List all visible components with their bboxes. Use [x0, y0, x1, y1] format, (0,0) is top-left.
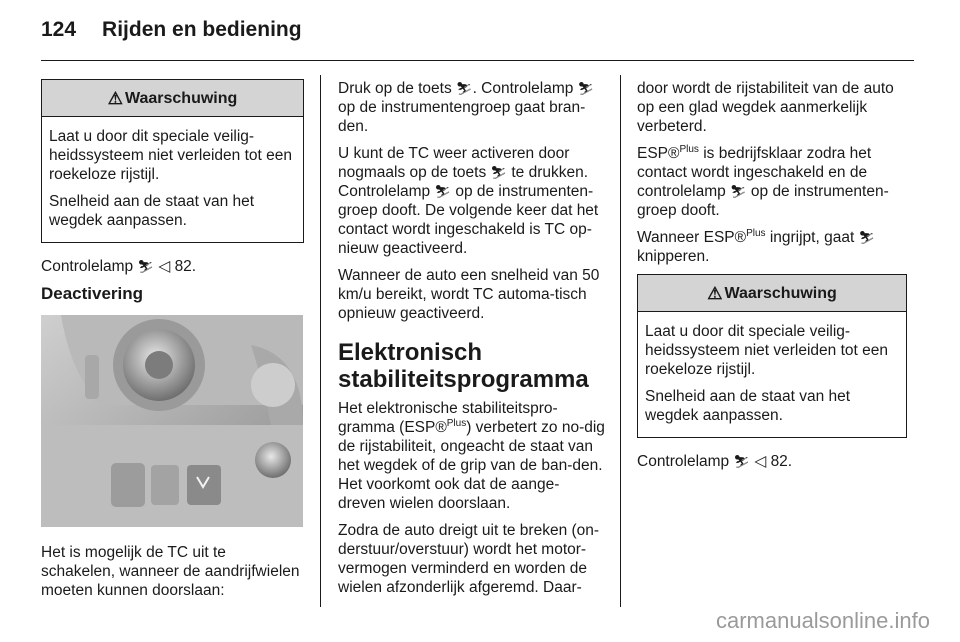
esp-icon: ⛷ — [733, 454, 751, 469]
column-divider-1 — [320, 75, 321, 607]
warning-box — [637, 274, 907, 438]
section-heading: Elektronisch stabiliteitsprogramma — [338, 339, 589, 393]
traction-control-icon: ⛷ — [577, 81, 595, 96]
body-text: ESP®$^{Plus}$ is bedrijfsklaar zodra het contact wordt ingeschakeld en de controlelamp ⛷ op de instrumenten-groep dooft. — [637, 143, 889, 219]
traction-control-icon: ⛷ — [456, 81, 473, 96]
warning-title: Waarschuwing — [124, 89, 238, 107]
warning-text: Laat u door dit speciale veilig-heidssysteem niet verleiden tot een roekeloze rijstijl. — [645, 323, 888, 378]
esp-icon: ⛷ — [858, 230, 876, 245]
body-text: Wanneer ESP®$^{Plus}$ ingrijpt, gaat ⛷ knipperen. — [637, 227, 876, 265]
subheading: Deactivering — [41, 284, 144, 303]
warning-box — [41, 79, 304, 243]
column-3 — [637, 79, 907, 479]
body-text: Wanneer de auto een snelheid van 50 km/u bereikt, wordt TC automa-tisch opnieuw geactiveerd. — [338, 267, 600, 322]
warning-body — [638, 312, 906, 437]
reference-arrow-icon: ◁ — [754, 453, 767, 470]
dashboard-switch-photo — [41, 315, 303, 527]
watermark: carmanualsonline.info — [715, 608, 930, 633]
page-header — [41, 18, 302, 42]
body-text: Druk op de toets ⛷. Controlelamp ⛷ op de instrumentengroep gaat bran-den. — [338, 80, 595, 135]
esp-icon: ⛷ — [730, 184, 747, 199]
header-rule — [41, 60, 914, 61]
reference-line: Controlelamp ⛷ ◁ 82. — [637, 453, 793, 470]
warning-text: Laat u door dit speciale veilig-heidssysteem niet verleiden tot een roekeloze rijstijl. — [49, 128, 292, 183]
warning-triangle-icon: ⚠ — [707, 283, 723, 303]
body-text: U kunt de TC weer activeren door nogmaals op de toets ⛷ te drukken. Controlelamp ⛷ op de instrumenten-groep dooft. De volgende keer dat het contact wordt ingeschakeld is TC op-nieuw geactiveerd. — [338, 145, 599, 257]
column-1 — [41, 79, 304, 608]
body-text: Het is mogelijk de TC uit te schakelen, wanneer de aandrijfwielen moeten kunnen doorslaan: — [41, 544, 300, 599]
page-title: Rijden en bediening — [102, 18, 302, 41]
traction-control-icon: ⛷ — [490, 165, 508, 180]
column-2 — [338, 79, 606, 605]
warning-body — [42, 117, 303, 242]
reference-line: Controlelamp ⛷ ◁ 82. — [41, 258, 197, 275]
warning-text: Snelheid aan de staat van het wegdek aanpassen. — [645, 388, 851, 424]
warning-header — [42, 80, 303, 117]
body-text: Het elektronische stabiliteitspro-gramma (ESP®$^{Plus}$) verbetert zo no-dig de rijstabiliteit, ongeacht de staat van het wegdek of de grip van de ban-den. Het voorkomt ook dat de aange-dreven wielen doorslaan. — [338, 400, 605, 512]
warning-title: Waarschuwing — [724, 284, 837, 302]
warning-triangle-icon: ⚠ — [107, 88, 123, 108]
traction-control-icon: ⛷ — [434, 184, 452, 199]
warning-text: Snelheid aan de staat van het wegdek aanpassen. — [49, 193, 255, 229]
reference-arrow-icon: ◁ — [158, 258, 171, 275]
body-text: Zodra de auto dreigt uit te breken (on-derstuur/overstuur) wordt het motor-vermogen verminderd en worden de wielen afzonderlijk afgeremd. Daar- — [338, 522, 600, 596]
body-text: door wordt de rijstabiliteit van de auto op een glad wegdek aanmerkelijk verbeterd. — [637, 80, 894, 135]
warning-header — [638, 275, 906, 312]
traction-control-icon: ⛷ — [137, 259, 155, 274]
column-divider-2 — [620, 75, 621, 607]
page-number: 124 — [41, 18, 77, 41]
